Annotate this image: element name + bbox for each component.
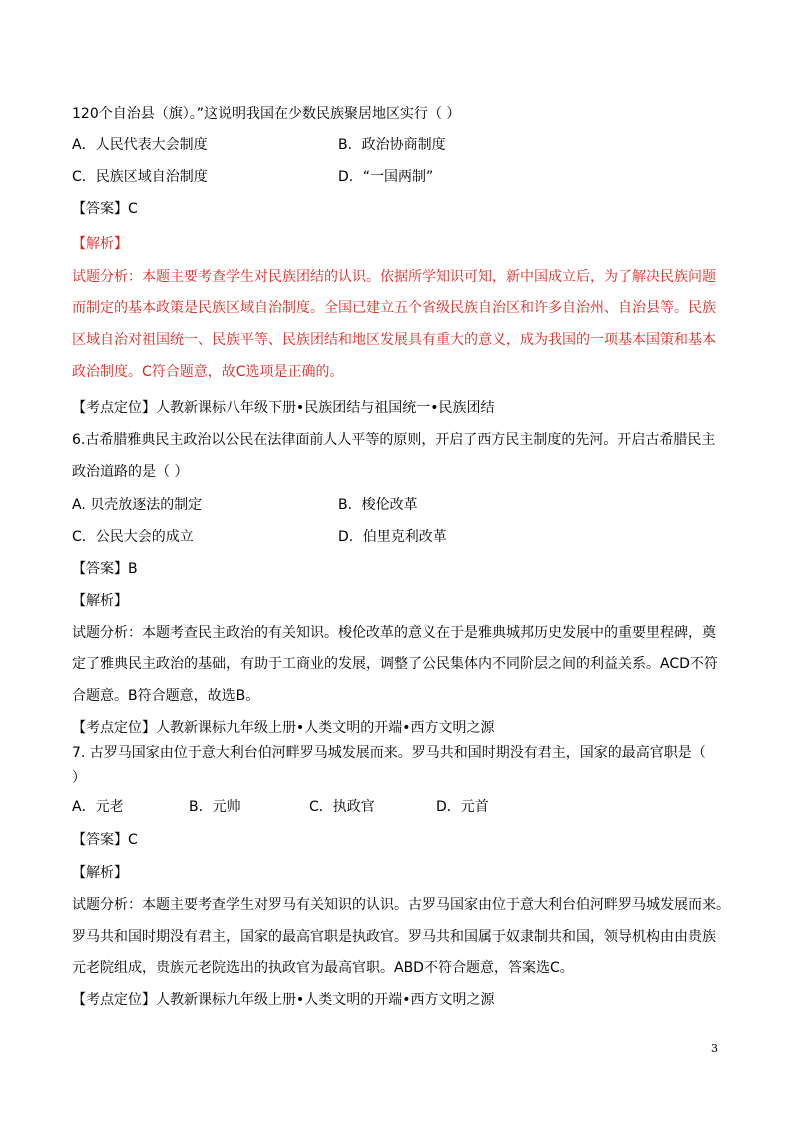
q7-option-a: A．元老 [72, 799, 124, 815]
q5-analysis-line: 区域自治对祖国统一、民族平等、民族团结和地区发展具有重大的意义，成为我国的一项基本国策和基本 [72, 332, 716, 348]
q5-option-d: D．“一国两制” [338, 169, 434, 185]
q6-option-c: C．公民大会的成立 [72, 529, 194, 545]
q6-analysis-line: 定了雅典民主政治的基础，有助于工商业的发展，调整了公民集体内不同阶层之间的利益关系。ACD不符 [72, 656, 718, 672]
q6-analysis-line: 试题分析：本题考查民主政治的有关知识。梭伦改革的意义在于是雅典城邦历史发展中的重要里程碑，奠 [72, 625, 716, 641]
q7-option-c: C．执政官 [309, 799, 375, 815]
q6-stem-line: 政治道路的是（ ） [72, 464, 189, 480]
q5-analysis-label: 【解析】 [72, 236, 128, 252]
q6-analysis-line: 合题意。B符合题意，故选B。 [72, 688, 260, 704]
q7-analysis-line: 试题分析：本题主要考查学生对罗马有关知识的认识。古罗马国家由位于意大利台伯河畔罗马城发展而来。 [72, 897, 730, 913]
q6-knowledge-point: 【考点定位】人教新课标九年级上册•人类文明的开端•西方文明之源 [72, 720, 495, 736]
q7-analysis-line: 罗马共和国时期没有君主，国家的最高官职是执政官。罗马共和国属于奴隶制共和国，领导机构由由贵族 [72, 929, 716, 945]
q7-analysis-label: 【解析】 [72, 865, 128, 881]
q6-option-a: A. 贝壳放逐法的制定 [72, 497, 203, 513]
q6-answer: 【答案】B [72, 561, 138, 577]
q5-option-c: C．民族区域自治制度 [72, 169, 208, 185]
q5-analysis-line: 而制定的基本政策是民族区域自治制度。全国已建立五个省级民族自治区和许多自治州、自治县等。民族 [72, 300, 716, 316]
q6-analysis-label: 【解析】 [72, 593, 128, 609]
page-number: 3 [711, 1042, 718, 1055]
q7-option-b: B．元帅 [189, 799, 241, 815]
q5-option-a: A．人民代表大会制度 [72, 137, 208, 153]
q5-answer: 【答案】C [72, 201, 138, 217]
q7-option-d: D．元首 [436, 799, 489, 815]
q7-stem-line: 7. 古罗马国家由位于意大利台伯河畔罗马城发展而来。罗马共和国时期没有君主，国家的最高官职是（ [72, 745, 706, 761]
q5-option-b: B．政治协商制度 [338, 137, 446, 153]
q6-stem-line: 6.古希腊雅典民主政治以公民在法律面前人人平等的原则，开启了西方民主制度的先河。开启古希腊民主 [72, 432, 716, 448]
q7-knowledge-point: 【考点定位】人教新课标九年级上册•人类文明的开端•西方文明之源 [72, 992, 495, 1008]
q5-analysis-line: 试题分析：本题主要考查学生对民族团结的认识。依据所学知识可知，新中国成立后，为了解决民族问题 [72, 269, 716, 285]
q6-option-b: B．梭伦改革 [338, 497, 418, 513]
q7-analysis-line: 元老院组成，贵族元老院选出的执政官为最高官职。ABD不符合题意，答案选C。 [72, 960, 574, 976]
q5-analysis-line: 政治制度。C符合题意，故C选项是正确的。 [72, 364, 344, 380]
q5-stem-tail: 120个自治县（旗）。”这说明我国在少数民族聚居地区实行（ ） [72, 106, 461, 122]
q7-answer: 【答案】C [72, 832, 138, 848]
q5-knowledge-point: 【考点定位】人教新课标八年级下册•民族团结与祖国统一•民族团结 [72, 400, 495, 416]
q7-stem-line: ） [72, 770, 86, 786]
q6-option-d: D．伯里克利改革 [338, 529, 447, 545]
